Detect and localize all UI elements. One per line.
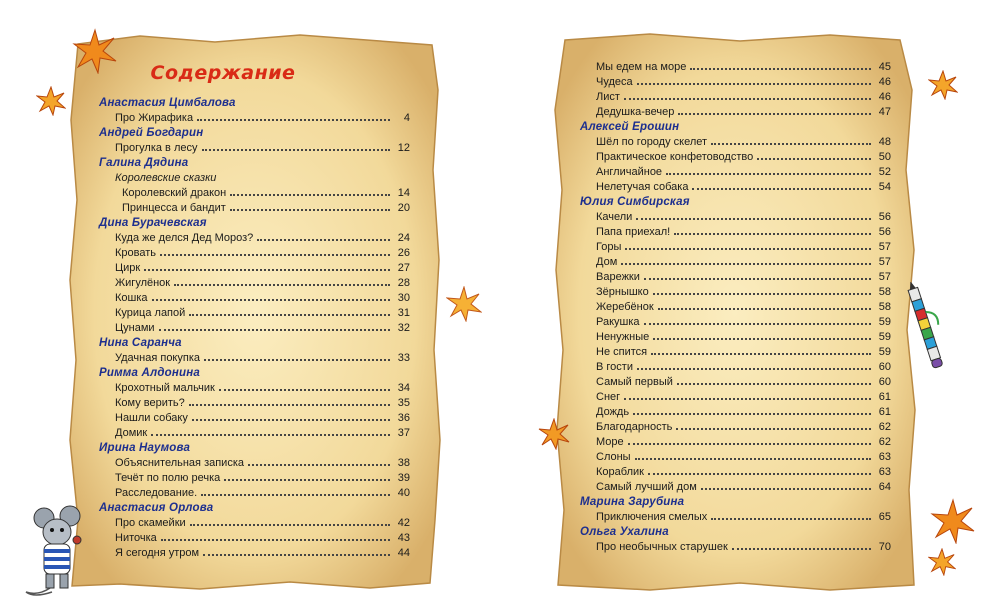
dot-leader <box>701 487 871 490</box>
page-number: 36 <box>397 412 410 424</box>
dot-leader <box>633 412 871 415</box>
entry-title: Не спится <box>596 346 648 358</box>
toc-entry <box>580 450 891 465</box>
dot-leader <box>621 262 871 265</box>
page-number: 47 <box>878 106 891 118</box>
toc-entry <box>99 351 410 366</box>
entry-title: Про необычных старушек <box>596 541 728 553</box>
toc-entry <box>99 291 410 306</box>
dot-leader <box>678 112 871 115</box>
dot-leader <box>732 547 871 550</box>
dot-leader <box>159 328 390 331</box>
toc-entry <box>580 300 891 315</box>
entry-title: Жеребёнок <box>596 301 654 313</box>
page-number: 26 <box>397 247 410 259</box>
dot-leader <box>648 472 871 475</box>
toc-entry <box>99 456 410 471</box>
author-heading: Анастасия Орлова <box>99 502 214 514</box>
toc-entry <box>580 375 891 390</box>
page-number: 44 <box>397 547 410 559</box>
dot-leader <box>653 337 871 340</box>
dot-leader <box>203 553 390 556</box>
toc-entry <box>99 516 410 531</box>
section-heading: Королевские сказки <box>115 172 217 184</box>
dot-leader <box>204 358 390 361</box>
dot-leader <box>625 247 871 250</box>
page-number: 57 <box>878 256 891 268</box>
dot-leader <box>676 427 871 430</box>
entry-title: Лист <box>596 91 620 103</box>
dot-leader <box>230 208 390 211</box>
page-number: 57 <box>878 241 891 253</box>
dot-leader <box>192 418 390 421</box>
author-heading: Юлия Симбирская <box>580 196 690 208</box>
entry-title: Прогулка в лесу <box>115 142 198 154</box>
dot-leader <box>219 388 390 391</box>
entry-title: Нелетучая собака <box>596 181 689 193</box>
entry-title: Кошка <box>115 292 148 304</box>
entry-title: Самый первый <box>596 376 673 388</box>
dot-leader <box>651 352 871 355</box>
star-icon <box>538 418 570 450</box>
page-number: 12 <box>397 142 410 154</box>
page-number: 57 <box>878 271 891 283</box>
entry-title: Курица лапой <box>115 307 186 319</box>
toc-entry <box>580 255 891 270</box>
entry-title: Самый лучший дом <box>596 481 697 493</box>
toc-entry <box>580 360 891 375</box>
page-number: 60 <box>878 376 891 388</box>
star-icon <box>928 548 956 576</box>
author-heading: Галина Дядина <box>99 157 189 169</box>
dot-leader <box>644 322 871 325</box>
toc-entry <box>99 426 410 441</box>
entry-title: Приключения смелых <box>596 511 708 523</box>
toc-entry <box>580 405 891 420</box>
author-heading: Алексей Ерошин <box>580 121 680 133</box>
toc-entry <box>99 306 410 321</box>
author-heading: Нина Саранча <box>99 337 182 349</box>
dot-leader <box>151 433 390 436</box>
page-number: 65 <box>878 511 891 523</box>
dot-leader <box>624 97 871 100</box>
page-number: 27 <box>397 262 410 274</box>
toc-entry <box>99 411 410 426</box>
page-number: 28 <box>397 277 410 289</box>
entry-title: Крохотный мальчик <box>115 382 215 394</box>
entry-title: Я сегодня утром <box>115 547 200 559</box>
toc-entry <box>580 135 891 150</box>
entry-title: Дождь <box>596 406 630 418</box>
entry-title: Качели <box>596 211 633 223</box>
toc-entry <box>580 540 891 555</box>
dot-leader <box>189 403 390 406</box>
toc-entry <box>580 390 891 405</box>
toc-entry <box>580 465 891 480</box>
toc-entry <box>99 531 410 546</box>
toc-entry <box>99 261 410 276</box>
page-number: 33 <box>397 352 410 364</box>
entry-title: Объяснительная записка <box>115 457 244 469</box>
author-heading: Ольга Ухалина <box>580 526 669 538</box>
page-number: 4 <box>403 112 410 124</box>
toc-entry <box>99 471 410 486</box>
pen-illustration <box>904 282 954 382</box>
entry-title: Мы едем на море <box>596 61 687 73</box>
author-heading: Андрей Богдарин <box>99 127 204 139</box>
dot-leader <box>677 382 871 385</box>
page-number: 24 <box>397 232 410 244</box>
entry-title: Течёт по полю речка <box>115 472 221 484</box>
toc-entry <box>580 210 891 225</box>
dot-leader <box>152 298 390 301</box>
toc-entry <box>580 75 891 90</box>
dot-leader <box>637 367 871 370</box>
entry-title: Чудеса <box>596 76 633 88</box>
dot-leader <box>628 442 871 445</box>
entry-title: Кому верить? <box>115 397 185 409</box>
page-number: 31 <box>397 307 410 319</box>
entry-title: Дедушка-вечер <box>596 106 675 118</box>
entry-title: Папа приехал! <box>596 226 671 238</box>
page-number: 58 <box>878 301 891 313</box>
author-heading: Марина Зарубина <box>580 496 685 508</box>
dot-leader <box>144 268 390 271</box>
toc-entry <box>580 435 891 450</box>
dot-leader <box>624 397 871 400</box>
entry-title: Нашли собаку <box>115 412 188 424</box>
page-number: 38 <box>397 457 410 469</box>
dot-leader <box>230 193 390 196</box>
page-number: 14 <box>397 187 410 199</box>
toc-entry <box>580 240 891 255</box>
dot-leader <box>189 313 390 316</box>
entry-title: Благодарность <box>596 421 673 433</box>
page-number: 59 <box>878 316 891 328</box>
entry-title: Шёл по городу скелет <box>596 136 708 148</box>
dot-leader <box>644 277 871 280</box>
page-number: 30 <box>397 292 410 304</box>
toc-entry <box>99 276 410 291</box>
entry-title: Расследование. <box>115 487 198 499</box>
entry-title: Про скамейки <box>115 517 186 529</box>
entry-title: Про Жирафика <box>115 112 194 124</box>
page-number: 64 <box>878 481 891 493</box>
page-number: 20 <box>397 202 410 214</box>
star-icon <box>928 70 958 100</box>
toc-entry <box>580 150 891 165</box>
page-number: 59 <box>878 346 891 358</box>
page-number: 42 <box>397 517 410 529</box>
toc-entry <box>99 396 410 411</box>
author-heading: Дина Бурачевская <box>99 217 207 229</box>
dot-leader <box>224 478 390 481</box>
page-number: 61 <box>878 406 891 418</box>
star-icon <box>36 86 66 116</box>
page-number: 48 <box>878 136 891 148</box>
toc-entry <box>580 60 891 75</box>
dot-leader <box>658 307 871 310</box>
entry-title: Цирк <box>115 262 141 274</box>
dot-leader <box>666 172 871 175</box>
dot-leader <box>757 157 871 160</box>
page-number: 54 <box>878 181 891 193</box>
entry-title: Королевский дракон <box>122 187 227 199</box>
toc-entry <box>99 546 410 561</box>
entry-title: Море <box>596 436 624 448</box>
right-page <box>500 0 1000 603</box>
page-number: 35 <box>397 397 410 409</box>
page-number: 56 <box>878 226 891 238</box>
table-of-contents-right <box>580 60 891 555</box>
page-number: 37 <box>397 427 410 439</box>
entry-title: Ниточка <box>115 532 157 544</box>
page-number: 56 <box>878 211 891 223</box>
entry-title: Кровать <box>115 247 157 259</box>
entry-title: Цунами <box>115 322 155 334</box>
entry-title: В гости <box>596 361 633 373</box>
toc-entry <box>99 141 410 156</box>
page-number: 63 <box>878 466 891 478</box>
entry-title: Принцесса и бандит <box>122 202 226 214</box>
toc-entry <box>580 285 891 300</box>
page-number: 32 <box>397 322 410 334</box>
dot-leader <box>711 142 871 145</box>
dot-leader <box>257 238 390 241</box>
page-number: 46 <box>878 91 891 103</box>
toc-entry <box>580 315 891 330</box>
dot-leader <box>190 523 390 526</box>
dot-leader <box>711 517 871 520</box>
page-number: 62 <box>878 436 891 448</box>
toc-entry <box>99 246 410 261</box>
toc-entry <box>99 486 410 501</box>
entry-title: Англичайное <box>596 166 663 178</box>
toc-entry <box>580 225 891 240</box>
dot-leader <box>636 217 871 220</box>
entry-title: Ракушка <box>596 316 640 328</box>
table-of-contents-left <box>99 96 410 561</box>
entry-title: Слоны <box>596 451 631 463</box>
page-number: 43 <box>397 532 410 544</box>
entry-title: Горы <box>596 241 622 253</box>
toc-entry <box>580 270 891 285</box>
toc-entry <box>580 420 891 435</box>
page-number: 59 <box>878 331 891 343</box>
page-title: Содержание <box>150 62 296 84</box>
page-number: 52 <box>878 166 891 178</box>
dot-leader <box>174 283 390 286</box>
entry-title: Удачная покупка <box>115 352 200 364</box>
author-heading: Римма Алдонина <box>99 367 201 379</box>
page-number: 60 <box>878 361 891 373</box>
author-heading: Анастасия Цимбалова <box>99 97 236 109</box>
toc-entry <box>580 180 891 195</box>
toc-entry <box>580 90 891 105</box>
toc-entry <box>580 105 891 120</box>
page-number: 58 <box>878 286 891 298</box>
toc-entry <box>99 201 410 216</box>
page-number: 63 <box>878 451 891 463</box>
page-number: 50 <box>878 151 891 163</box>
entry-title: Снег <box>596 391 621 403</box>
entry-title: Куда же делся Дед Мороз? <box>115 232 254 244</box>
toc-entry <box>580 165 891 180</box>
entry-title: Практическое конфетоводство <box>596 151 754 163</box>
toc-entry <box>99 231 410 246</box>
author-heading: Ирина Наумова <box>99 442 191 454</box>
entry-title: Зёрнышко <box>596 286 649 298</box>
dot-leader <box>248 463 390 466</box>
entry-title: Жигулёнок <box>115 277 171 289</box>
toc-entry <box>580 480 891 495</box>
dot-leader <box>692 187 871 190</box>
star-icon <box>930 498 976 544</box>
dot-leader <box>653 292 871 295</box>
mouse-illustration <box>20 500 92 600</box>
toc-entry <box>580 510 891 525</box>
toc-entry <box>99 321 410 336</box>
page-number: 40 <box>397 487 410 499</box>
toc-entry <box>99 186 410 201</box>
page-number: 39 <box>397 472 410 484</box>
page-number: 45 <box>878 61 891 73</box>
dot-leader <box>690 67 871 70</box>
toc-entry <box>99 381 410 396</box>
star-icon <box>446 286 482 322</box>
entry-title: Варежки <box>596 271 640 283</box>
dot-leader <box>160 253 390 256</box>
dot-leader <box>674 232 871 235</box>
dot-leader <box>161 538 390 541</box>
dot-leader <box>635 457 871 460</box>
toc-entry <box>580 345 891 360</box>
dot-leader <box>201 493 390 496</box>
star-icon <box>72 28 118 74</box>
toc-entry <box>580 330 891 345</box>
page-number: 62 <box>878 421 891 433</box>
entry-title: Ненужные <box>596 331 650 343</box>
toc-entry <box>99 111 410 126</box>
page-number: 70 <box>878 541 891 553</box>
page-number: 46 <box>878 76 891 88</box>
dot-leader <box>637 82 871 85</box>
dot-leader <box>197 118 390 121</box>
entry-title: Дом <box>596 256 618 268</box>
entry-title: Кораблик <box>596 466 644 478</box>
page-number: 34 <box>397 382 410 394</box>
dot-leader <box>202 148 391 151</box>
entry-title: Домик <box>115 427 148 439</box>
page-number: 61 <box>878 391 891 403</box>
